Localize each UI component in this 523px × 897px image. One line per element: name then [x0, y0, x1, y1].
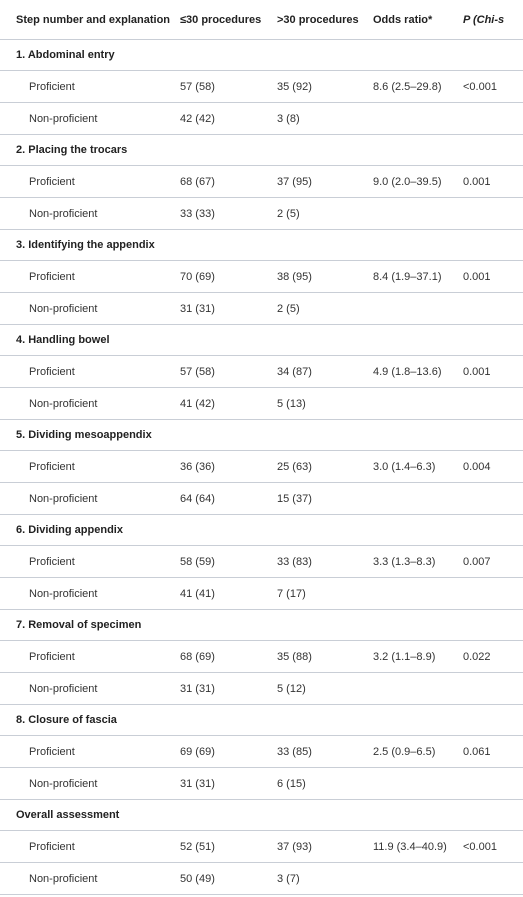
header-row: [0, 0, 523, 40]
cell-le30: 69 (69): [180, 736, 277, 768]
cell-odds-ratio: [373, 483, 463, 515]
section-title: 6. Dividing appendix: [0, 515, 523, 546]
table-row: [0, 768, 523, 800]
cell-odds-ratio: 3.3 (1.3–8.3): [373, 546, 463, 578]
cell-gt30: 2 (5): [277, 293, 373, 325]
cell-gt30: 33 (83): [277, 546, 373, 578]
table-row: [0, 388, 523, 420]
cell-p-value: 0.001: [463, 166, 523, 198]
cell-odds-ratio: 3.0 (1.4–6.3): [373, 451, 463, 483]
cell-gt30: 5 (13): [277, 388, 373, 420]
table-row: [0, 641, 523, 673]
table-row: [0, 831, 523, 863]
cell-p-value: [463, 483, 523, 515]
cell-le30: 64 (64): [180, 483, 277, 515]
cell-le30: 52 (51): [180, 831, 277, 863]
table-row: [0, 673, 523, 705]
cell-gt30: 6 (15): [277, 768, 373, 800]
cell-le30: 42 (42): [180, 103, 277, 135]
cell-gt30: 25 (63): [277, 451, 373, 483]
cell-label: Proficient: [0, 546, 180, 578]
cell-label: Non-proficient: [0, 483, 180, 515]
table-row: [0, 736, 523, 768]
table-row: [0, 356, 523, 388]
section-row: [0, 135, 523, 166]
cell-le30: 58 (59): [180, 546, 277, 578]
section-title: Overall assessment: [0, 800, 523, 831]
section-row: [0, 40, 523, 71]
cell-le30: 68 (69): [180, 641, 277, 673]
table-row: [0, 293, 523, 325]
cell-label: Proficient: [0, 71, 180, 103]
table-row: [0, 71, 523, 103]
table-row: [0, 546, 523, 578]
cell-label: Proficient: [0, 831, 180, 863]
cell-p-value: [463, 578, 523, 610]
cell-p-value: 0.022: [463, 641, 523, 673]
cell-gt30: 5 (12): [277, 673, 373, 705]
cell-p-value: <0.001: [463, 831, 523, 863]
cell-gt30: 2 (5): [277, 198, 373, 230]
cell-odds-ratio: [373, 863, 463, 895]
cell-label: Non-proficient: [0, 863, 180, 895]
cell-p-value: 0.004: [463, 451, 523, 483]
section-title: 5. Dividing mesoappendix: [0, 420, 523, 451]
cell-odds-ratio: 2.5 (0.9–6.5): [373, 736, 463, 768]
cell-le30: 57 (58): [180, 71, 277, 103]
section-row: [0, 325, 523, 356]
section-title: 3. Identifying the appendix: [0, 230, 523, 261]
cell-odds-ratio: [373, 103, 463, 135]
table-row: [0, 103, 523, 135]
section-row: [0, 420, 523, 451]
section-row: [0, 610, 523, 641]
cell-gt30: 34 (87): [277, 356, 373, 388]
cell-p-value: [463, 673, 523, 705]
table-row: [0, 166, 523, 198]
cell-label: Non-proficient: [0, 293, 180, 325]
cell-p-value: <0.001: [463, 71, 523, 103]
cell-le30: 68 (67): [180, 166, 277, 198]
cell-odds-ratio: [373, 293, 463, 325]
cell-label: Proficient: [0, 261, 180, 293]
cell-le30: 41 (41): [180, 578, 277, 610]
cell-odds-ratio: 3.2 (1.1–8.9): [373, 641, 463, 673]
table-row: [0, 198, 523, 230]
table-header: [0, 0, 523, 40]
cell-label: Non-proficient: [0, 103, 180, 135]
cell-le30: 33 (33): [180, 198, 277, 230]
cell-odds-ratio: [373, 388, 463, 420]
header-p-value: P (Chi-s: [463, 0, 523, 40]
section-title: 4. Handling bowel: [0, 325, 523, 356]
section-title: 1. Abdominal entry: [0, 40, 523, 71]
cell-p-value: [463, 198, 523, 230]
cell-le30: 31 (31): [180, 673, 277, 705]
cell-label: Proficient: [0, 641, 180, 673]
cell-label: Proficient: [0, 736, 180, 768]
cell-le30: 70 (69): [180, 261, 277, 293]
cell-label: Non-proficient: [0, 578, 180, 610]
header-le30: ≤30 procedures: [180, 0, 277, 40]
cell-label: Proficient: [0, 166, 180, 198]
cell-gt30: 15 (37): [277, 483, 373, 515]
cell-p-value: [463, 388, 523, 420]
cell-odds-ratio: 11.9 (3.4–40.9): [373, 831, 463, 863]
cell-p-value: [463, 293, 523, 325]
header-gt30: >30 procedures: [277, 0, 373, 40]
cell-p-value: [463, 863, 523, 895]
cell-odds-ratio: [373, 673, 463, 705]
cell-odds-ratio: [373, 578, 463, 610]
section-title: 2. Placing the trocars: [0, 135, 523, 166]
cell-le30: 31 (31): [180, 768, 277, 800]
table-row: [0, 863, 523, 895]
cell-odds-ratio: [373, 768, 463, 800]
cell-gt30: 37 (93): [277, 831, 373, 863]
cell-p-value: [463, 768, 523, 800]
section-row: [0, 515, 523, 546]
cell-gt30: 33 (85): [277, 736, 373, 768]
cell-le30: 57 (58): [180, 356, 277, 388]
table-row: [0, 261, 523, 293]
cell-gt30: 3 (8): [277, 103, 373, 135]
cell-le30: 36 (36): [180, 451, 277, 483]
cell-label: Non-proficient: [0, 388, 180, 420]
header-step: Step number and explanation: [0, 0, 180, 40]
section-row: [0, 800, 523, 831]
cell-odds-ratio: 8.6 (2.5–29.8): [373, 71, 463, 103]
cell-gt30: 35 (88): [277, 641, 373, 673]
section-title: 8. Closure of fascia: [0, 705, 523, 736]
cell-odds-ratio: 9.0 (2.0–39.5): [373, 166, 463, 198]
table-body: [0, 40, 523, 895]
cell-label: Non-proficient: [0, 198, 180, 230]
cell-le30: 31 (31): [180, 293, 277, 325]
cell-gt30: 38 (95): [277, 261, 373, 293]
cell-le30: 41 (42): [180, 388, 277, 420]
cell-odds-ratio: 4.9 (1.8–13.6): [373, 356, 463, 388]
cell-odds-ratio: 8.4 (1.9–37.1): [373, 261, 463, 293]
cell-odds-ratio: [373, 198, 463, 230]
cell-gt30: 35 (92): [277, 71, 373, 103]
section-row: [0, 705, 523, 736]
cell-gt30: 3 (7): [277, 863, 373, 895]
section-row: [0, 230, 523, 261]
table-row: [0, 578, 523, 610]
table-row: [0, 483, 523, 515]
cell-gt30: 7 (17): [277, 578, 373, 610]
cell-label: Proficient: [0, 451, 180, 483]
table-row: [0, 451, 523, 483]
cell-gt30: 37 (95): [277, 166, 373, 198]
cell-le30: 50 (49): [180, 863, 277, 895]
cell-p-value: 0.007: [463, 546, 523, 578]
cell-label: Non-proficient: [0, 673, 180, 705]
cell-p-value: 0.001: [463, 356, 523, 388]
cell-p-value: [463, 103, 523, 135]
section-title: 7. Removal of specimen: [0, 610, 523, 641]
cell-p-value: 0.061: [463, 736, 523, 768]
header-odds-ratio: Odds ratio*: [373, 0, 463, 40]
cell-label: Non-proficient: [0, 768, 180, 800]
cell-label: Proficient: [0, 356, 180, 388]
cell-p-value: 0.001: [463, 261, 523, 293]
